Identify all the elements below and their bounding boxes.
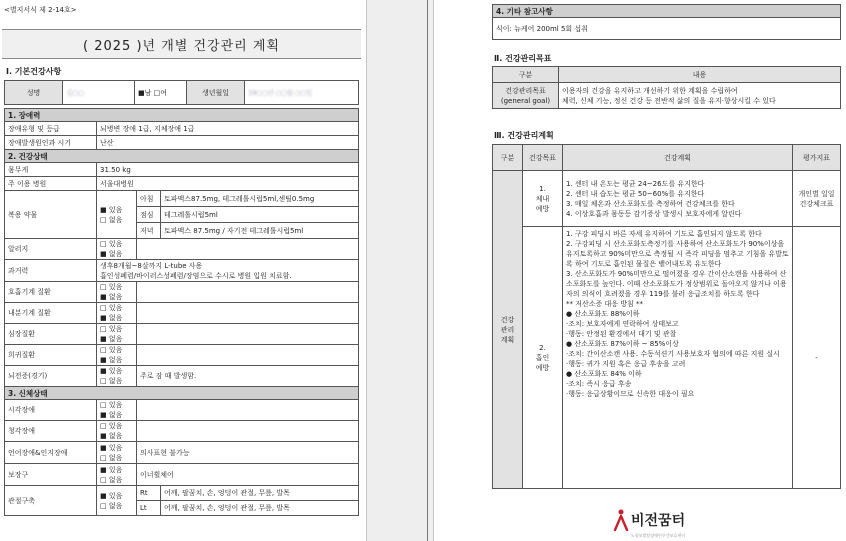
respiratory-value bbox=[137, 282, 359, 303]
aid-value: 이너휠체어 bbox=[137, 464, 359, 486]
physical-header: 3. 신체상태 bbox=[5, 387, 359, 400]
disability-onset-label: 장애발생원인과 시기 bbox=[5, 136, 97, 150]
other-notes-value: 식이: 뉴케어 200ml 5회 섭취 bbox=[493, 18, 841, 40]
rare-disease-value bbox=[137, 345, 359, 366]
history-line-2: 흡인성폐렴/바이러스성폐렴/장염으로 수시로 병원 입원 치료함. bbox=[100, 271, 292, 280]
medication-no-checkbox[interactable]: □ 없음 bbox=[100, 215, 123, 224]
vision-checkboxes bbox=[97, 400, 137, 421]
page-title: ( 2025 )년 개별 건강관리 계획 bbox=[2, 29, 361, 59]
joint-label: 관절구축 bbox=[5, 486, 97, 516]
disability-type-label: 장애유형 및 등급 bbox=[5, 122, 97, 136]
plan-item2-eval: - bbox=[793, 227, 841, 489]
endocrine-no-checkbox[interactable]: ■ 없음 bbox=[100, 314, 123, 322]
rare-disease-label: 희귀질환 bbox=[5, 345, 97, 366]
plan-col-plan: 건강계획 bbox=[563, 145, 793, 171]
plan-item1-eval-line-2: 건강체크표 bbox=[799, 199, 834, 208]
plan-item2-line-2: 2. 구강피딩 시 산소포화도측정기를 사용하여 산소포화도가 90%이상을 유지토록하고 90%미만으로 측정될 시 즉각 피딩을 멈추고 기침을 유발토록 하여 기도로 흡인된 물질은 뱉어내도록 유도한다 bbox=[566, 240, 789, 268]
aid-label: 보장구 bbox=[5, 464, 97, 486]
endocrine-value bbox=[137, 303, 359, 324]
plan-item2-list bbox=[566, 229, 789, 399]
plan-item2-line-3: 3. 산소포화도가 90%미만으로 떨어졌을 경우 간이산소캔을 사용하여 산소포화도를 높인다. 이때 산소포화도가 정상범위로 돌아오지 않거나 이용자의 의식이 흐려졌을 경우 119를 불러 응급조치를 하도록 한다 bbox=[566, 270, 787, 298]
weight-label: 몸무게 bbox=[5, 163, 97, 177]
plan-category-line-3: 계획 bbox=[500, 335, 515, 344]
page-gutter bbox=[366, 0, 434, 541]
cardiac-value bbox=[137, 324, 359, 345]
other-notes-table bbox=[492, 4, 841, 40]
med-time-evening: 저녁 bbox=[137, 223, 161, 239]
rare-disease-no-checkbox[interactable]: ■ 없음 bbox=[100, 356, 123, 364]
plan-item1-goal-line-1: 1. bbox=[539, 184, 546, 193]
plan-item2-extra-1: ** 저산소증 대응 방침 ** bbox=[566, 300, 643, 308]
hospital-value: 서울대병원 bbox=[97, 177, 359, 191]
cardiac-yes-checkbox[interactable]: □ 있음 bbox=[100, 325, 123, 333]
plan-item1-eval bbox=[793, 171, 841, 227]
plan-item2-extra-2: ● 산소포화도 88%이하 bbox=[566, 310, 640, 318]
respiratory-label: 호흡기계 질환 bbox=[5, 282, 97, 303]
med-time-noon: 점심 bbox=[137, 207, 161, 223]
seizure-yes-checkbox[interactable]: ■ 있음 bbox=[100, 367, 123, 375]
hearing-checkboxes bbox=[97, 421, 137, 442]
allergy-yes-checkbox[interactable]: □ 있음 bbox=[100, 240, 123, 248]
speech-yes-checkbox[interactable]: ■ 있음 bbox=[100, 443, 123, 452]
logo-mark-icon bbox=[613, 509, 629, 531]
plan-category-line-2: 관리 bbox=[500, 325, 515, 334]
seizure-checkboxes bbox=[97, 366, 137, 387]
plan-item2-goal bbox=[523, 227, 563, 489]
med-desc-morning: 토파맥스87.5mg, 테그레톨시럽5ml,센틸0.5mg bbox=[161, 191, 359, 207]
plan-item2-extra-9: ·조치: 즉시 응급 후송 bbox=[566, 380, 632, 388]
left-page bbox=[0, 0, 366, 541]
section-basic-health: Ⅰ. 기본건강사항 bbox=[6, 67, 62, 76]
plan-item2-extra-3: ·조치: 보호자에게 연락하여 상태보고 bbox=[566, 320, 679, 328]
hearing-no-checkbox[interactable]: ■ 없음 bbox=[100, 432, 123, 440]
name-label: 성명 bbox=[5, 81, 63, 105]
rare-disease-checkboxes bbox=[97, 345, 137, 366]
disability-type-value: 뇌병변 장애 1급, 지체장애 1급 bbox=[97, 122, 359, 136]
birth-value-text: 19○○년 ○○월 ○○일 bbox=[248, 88, 312, 97]
rare-disease-yes-checkbox[interactable]: □ 있음 bbox=[100, 346, 123, 354]
plan-category-line-1: 건강 bbox=[500, 315, 515, 324]
plan-item1-plan bbox=[563, 171, 793, 227]
respiratory-yes-checkbox[interactable]: □ 있음 bbox=[100, 283, 123, 291]
goal-label bbox=[493, 83, 559, 109]
plan-item2-extra-4: ·행동: 안정된 환경에서 대기 및 관찰 bbox=[566, 330, 677, 338]
vision-yes-checkbox[interactable]: □ 있음 bbox=[100, 401, 123, 409]
medication-label: 복용 약물 bbox=[5, 191, 97, 239]
disability-header: 1. 장애력 bbox=[5, 109, 359, 122]
aid-yes-checkbox[interactable]: ■ 있음 bbox=[100, 465, 123, 474]
speech-checkboxes bbox=[97, 442, 137, 464]
goal-label-line-1: 건강관리목표 bbox=[505, 86, 546, 95]
health-goal-table bbox=[492, 66, 841, 109]
goal-content-line-2: 체력, 신체 기능, 정신 건강 등 전반적 삶의 질을 유지·향상시킬 수 있다 bbox=[562, 96, 776, 105]
plan-col-eval: 평가지표 bbox=[793, 145, 841, 171]
weight-value: 31.50 kg bbox=[97, 163, 359, 177]
aid-checkboxes bbox=[97, 464, 137, 486]
plan-item2-goal-line-1: 2. bbox=[539, 343, 546, 352]
speech-no-checkbox[interactable]: □ 없음 bbox=[100, 453, 123, 462]
plan-item2-extra-5: ● 산소포화도 87%이하 ~ 85%이상 bbox=[566, 340, 679, 348]
health-header: 2. 건강상태 bbox=[5, 150, 359, 163]
basic-info-table bbox=[4, 80, 359, 105]
history-line-1: 생후8개월~8살까지 L-tube 사용 bbox=[100, 261, 203, 270]
plan-item2-extra-7: ·행동: 귀가 지원 혹은 응급 후송을 고려 bbox=[566, 360, 686, 368]
med-time-morning: 아침 bbox=[137, 191, 161, 207]
logo-brand-text: 비전꿈터 bbox=[631, 513, 686, 529]
respiratory-no-checkbox[interactable]: ■ 없음 bbox=[100, 293, 123, 301]
health-plan-table bbox=[492, 144, 841, 489]
speech-value: 의사표현 불가능 bbox=[137, 442, 359, 464]
joint-left-value: 어깨, 팔꿈치, 손, 엉덩이 관절, 무릎, 발목 bbox=[161, 501, 359, 516]
right-page bbox=[434, 0, 846, 541]
plan-item2-goal-line-2: 흡인 bbox=[535, 353, 550, 362]
name-value bbox=[63, 81, 135, 105]
form-code: <별지서식 제 2-14호> bbox=[4, 6, 77, 14]
health-detail-table bbox=[4, 108, 359, 516]
vision-value bbox=[137, 400, 359, 421]
plan-item1-line-2: 2. 센터 내 습도는 평균 50~60%를 유지한다 bbox=[566, 189, 705, 198]
plan-item2-extra-6: ·조치: 간이산소캔 사용. 수동석션기 사용보호자 협의에 따른 지원 실시 bbox=[566, 350, 780, 358]
disability-onset-value: 난산 bbox=[97, 136, 359, 150]
plan-item1-goal bbox=[523, 171, 563, 227]
hearing-value bbox=[137, 421, 359, 442]
allergy-checkboxes bbox=[97, 239, 137, 260]
goal-col-division: 구분 bbox=[493, 67, 559, 83]
medication-yes-checkbox[interactable]: ■ 있음 bbox=[100, 205, 123, 214]
plan-item2-goal-line-3: 예방 bbox=[535, 363, 550, 372]
plan-item1-goal-line-3: 예방 bbox=[535, 204, 550, 213]
allergy-value bbox=[137, 239, 359, 260]
speech-label: 언어장애&인지장애 bbox=[5, 442, 97, 464]
plan-item2-extra-10: ·행동: 응급상황이므로 신속한 대응이 필요 bbox=[566, 390, 695, 398]
plan-category bbox=[493, 171, 523, 489]
plan-item1-line-3: 3. 매일 체온과 산소포화도를 측정하여 건강체크를 한다 bbox=[566, 199, 735, 208]
page-divider-line bbox=[427, 0, 428, 541]
vision-label: 시각장애 bbox=[5, 400, 97, 421]
endocrine-label: 내분기계 질환 bbox=[5, 303, 97, 324]
gender-female[interactable]: □여 bbox=[153, 88, 168, 97]
brand-logo bbox=[613, 509, 686, 538]
med-desc-evening: 토파맥스 87.5mg / 자기전 테그레톨시럽5ml bbox=[161, 223, 359, 239]
plan-item2-plan bbox=[563, 227, 793, 489]
plan-item1-line-1: 1. 센터 내 온도는 평균 24~26도를 유지한다 bbox=[566, 179, 705, 188]
name-value-text: 김○○ bbox=[66, 88, 84, 97]
section-health-plan: Ⅲ. 건강관리계획 bbox=[494, 131, 554, 140]
plan-col-division: 구분 bbox=[493, 145, 523, 171]
plan-item2-line-1: 1. 구강 피딩시 바른 자세 유지하여 기도로 흡인되지 않도록 한다 bbox=[566, 230, 762, 238]
gender-cell bbox=[135, 81, 187, 105]
goal-content-line-1: 이용자의 건강을 유지하고 개선하기 위한 계획을 수립하여 bbox=[562, 86, 738, 95]
aid-no-checkbox[interactable]: □ 없음 bbox=[100, 475, 123, 484]
hearing-label: 청각장애 bbox=[5, 421, 97, 442]
history-value bbox=[97, 260, 359, 282]
hearing-yes-checkbox[interactable]: □ 있음 bbox=[100, 422, 123, 430]
logo-subtitle: 느림보발달장애인주간보호센터 bbox=[631, 533, 686, 538]
seizure-value: 주로 잠 때 발생함. bbox=[137, 366, 359, 387]
plan-item2-extra-8: ● 산소포화도 84% 이하 bbox=[566, 370, 642, 378]
joint-right-label: Rt bbox=[137, 486, 161, 501]
respiratory-checkboxes bbox=[97, 282, 137, 303]
birth-value bbox=[245, 81, 359, 105]
joint-yes-checkbox[interactable]: ■ 있음 bbox=[100, 491, 123, 500]
hospital-label: 주 이용 병원 bbox=[5, 177, 97, 191]
cardiac-label: 심장질환 bbox=[5, 324, 97, 345]
allergy-no-checkbox[interactable]: ■ 없음 bbox=[100, 250, 123, 258]
endocrine-yes-checkbox[interactable]: □ 있음 bbox=[100, 304, 123, 312]
seizure-label: 뇌전증(경기) bbox=[5, 366, 97, 387]
other-notes-header: 4. 기타 참고사항 bbox=[493, 5, 841, 18]
joint-checkboxes bbox=[97, 486, 137, 516]
plan-item1-line-4: 4. 이상호흡과 몸동등 감기증상 발생시 보호자에게 알린다 bbox=[566, 209, 742, 218]
medication-checkboxes bbox=[97, 191, 137, 239]
joint-no-checkbox[interactable]: □ 없음 bbox=[100, 501, 123, 510]
joint-left-label: Lt bbox=[137, 501, 161, 516]
allergy-label: 알러지 bbox=[5, 239, 97, 260]
plan-item1-list bbox=[566, 179, 789, 219]
goal-label-line-2: (general goal) bbox=[500, 96, 551, 105]
birth-label: 생년월일 bbox=[187, 81, 245, 105]
plan-item1-goal-line-2: 체내 bbox=[535, 194, 550, 203]
plan-item1-eval-line-1: 개인별 일일 bbox=[798, 189, 835, 198]
seizure-no-checkbox[interactable]: □ 없음 bbox=[100, 377, 123, 385]
plan-col-goal: 건강목표 bbox=[523, 145, 563, 171]
joint-right-value: 어깨, 팔꿈치, 손, 엉덩이 관절, 무릎, 발목 bbox=[161, 486, 359, 501]
med-desc-noon: 테그레톨시럽5ml bbox=[161, 207, 359, 223]
section-health-goal: Ⅱ. 건강관리목표 bbox=[494, 54, 552, 63]
history-label: 과거력 bbox=[5, 260, 97, 282]
endocrine-checkboxes bbox=[97, 303, 137, 324]
goal-col-content: 내용 bbox=[559, 67, 841, 83]
vision-no-checkbox[interactable]: ■ 없음 bbox=[100, 411, 123, 419]
goal-content bbox=[559, 83, 841, 109]
cardiac-checkboxes bbox=[97, 324, 137, 345]
gender-male[interactable]: ■남 bbox=[138, 88, 152, 97]
cardiac-no-checkbox[interactable]: ■ 없음 bbox=[100, 335, 123, 343]
